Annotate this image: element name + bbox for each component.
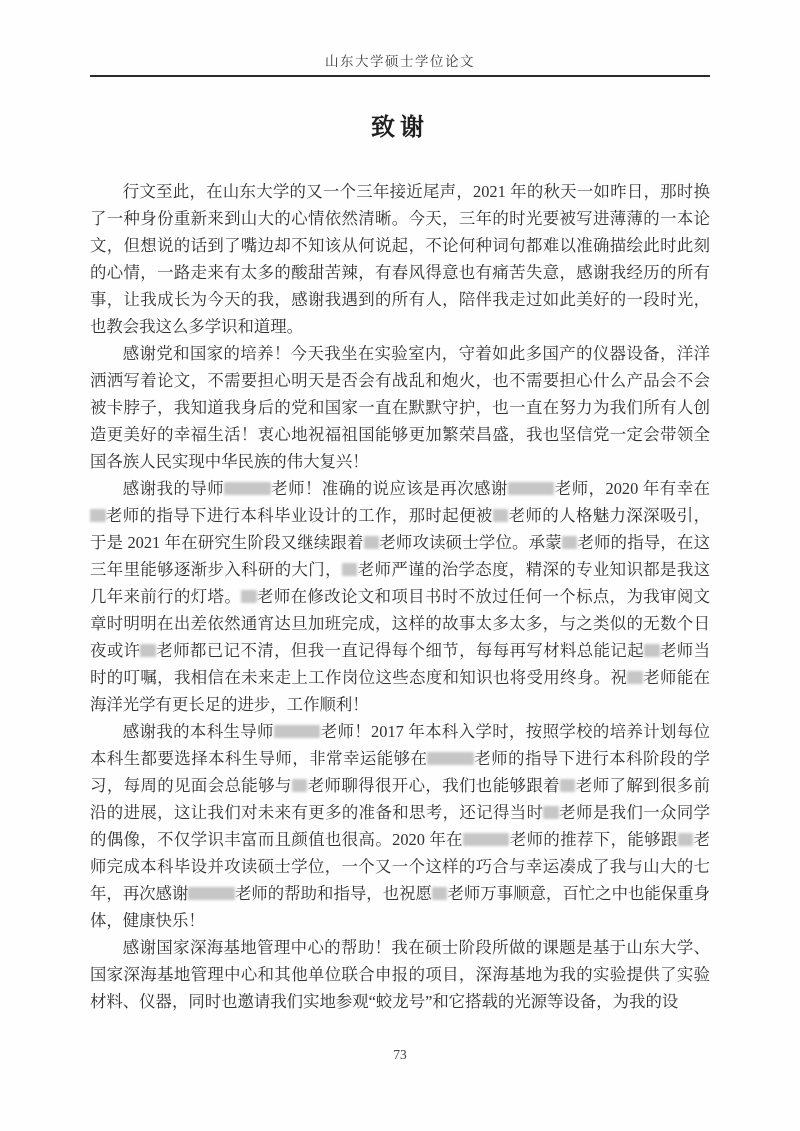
paragraph-text: 老师了解到很多前沿的进展，这让我们对未来有更多的准备和思考，还记得当时: [90, 776, 710, 822]
redacted-name: [427, 752, 474, 765]
paragraph-text: 老师都已记不清，但我一直记得每个细节，每每再写材料总能记起: [155, 641, 645, 660]
redacted-name: [90, 509, 106, 522]
paragraph-text: 老师的指导下进行本科毕业设计的工作，那时起便被: [105, 506, 493, 525]
page-header: [90, 50, 710, 77]
redacted-name: [432, 887, 448, 900]
paragraph-text: 感谢我的本科生导师: [122, 722, 274, 741]
header-rule: [90, 75, 710, 77]
paragraph: [90, 934, 710, 1015]
redacted-name: [274, 725, 321, 738]
redacted-name: [493, 509, 509, 522]
paragraph-text: 老师，2020 年有幸在: [554, 479, 710, 498]
paragraph-text: 感谢党和国家的培养！今天我坐在实验室内，守着如此多国产的仪器设备，洋洋洒洒写着论文，不需要担心明天是否会有战乱和炮火，也不需要担心什么产品会不会被卡脖子，我知道我身后的党和国家一直在默默守护，也一直在努力为我们所有人创造更美好的幸福生活！衷心地祝福祖国能够更加繁荣昌盛，我也坚信党一定会带领全国各族人民实现中华民族的伟大复兴！: [90, 344, 710, 471]
redacted-name: [224, 482, 271, 495]
paragraph-text: 老师的帮助和指导，也祝愿: [234, 884, 432, 903]
paragraph-text: 感谢国家深海基地管理中心的帮助！我在硕士阶段所做的课题是基于山东大学、国家深海基地管理中心和其他单位联合申报的项目，深海基地为我的实验提供了实验材料、仪器，同时也邀请我们实地参观“蛟龙号”和它搭载的光源等设备，为我的设: [90, 938, 710, 1011]
redacted-name: [644, 644, 660, 657]
paragraph-text: 老师是我们一众同学的偶像，不仅学识丰富而且颜值也很高。2020 年在: [90, 803, 710, 849]
page-title: 致谢: [371, 114, 429, 141]
header-text: 山东大学硕士学位论文: [325, 54, 475, 69]
paragraph-text: 老师完成本科毕设并攻读硕士学位，一个又一个这样的巧合与幸运凑成了我与山大的七年，再次感谢: [90, 830, 711, 903]
paragraph-text: 老师能在海洋光学有更长足的进步，工作顺利！: [90, 668, 711, 714]
paragraph-text: 感谢我的导师: [122, 479, 225, 498]
paragraph-text: 老师严谨的治学态度，精深的专业知识都是我这几年来前行的灯塔。: [90, 560, 710, 606]
redacted-name: [292, 779, 308, 792]
redacted-name: [508, 482, 555, 495]
redacted-name: [627, 671, 643, 684]
paragraph-text: 老师的人格魅力深深吸引，于是 2021 年在研究生阶段又继续跟着: [90, 506, 710, 552]
redacted-name: [364, 536, 380, 549]
paragraph-text: 老师万事顺意，百忙之中也能保重身体，健康快乐！: [90, 884, 711, 930]
redacted-name: [543, 806, 559, 819]
paragraph-text: 老师的推荐下，能够跟: [509, 830, 678, 849]
body-paragraphs: [90, 178, 710, 1015]
paragraph-text: 老师聊得很开心，我们也能够跟着: [307, 776, 560, 795]
paragraph-text: 老师在修改论文和项目书时不放过任何一个标点，为我审阅文章时明明在出差依然通宵达旦加班完成，这样的故事太多太多，与之类似的无数个日夜或许: [90, 587, 710, 660]
paragraph-text: 老师！2017 年本科入学时，按照学校的培养计划每位本科生都要选择本科生导师，非常幸运能够在: [90, 722, 710, 768]
redacted-name: [342, 563, 358, 576]
redacted-name: [140, 644, 156, 657]
redacted-name: [562, 536, 578, 549]
paragraph: [90, 340, 710, 475]
page-number: 73: [393, 1047, 407, 1062]
page-footer: [0, 1046, 800, 1064]
redacted-name: [678, 833, 694, 846]
paragraph: [90, 475, 710, 718]
paragraph-text: 老师攻读硕士学位。承蒙: [379, 533, 562, 552]
paragraph-text: 老师当时的叮嘱，我相信在未来走上工作岗位这些态度和知识也将受用终身。祝: [90, 641, 711, 687]
paragraph: [90, 178, 710, 340]
redacted-name: [188, 887, 235, 900]
paragraph-text: 老师！准确的说应该是再次感谢: [270, 479, 508, 498]
paragraph-text: 老师的指导，在这三年里能够逐渐步入科研的大门，: [90, 533, 711, 579]
redacted-name: [241, 590, 257, 603]
redacted-name: [560, 779, 576, 792]
paragraph-text: 行文至此，在山东大学的又一个三年接近尾声，2021 年的秋天一如昨日，那时换了一种身份重新来到山大的心情依然清晰。今天，三年的时光要被写进薄薄的一本论文，但想说的话到了嘴边却不知该从何说起，不论何种词句都难以准确描绘此时此刻的心情，一路走来有太多的酸甜苦辣，有春风得意也有痛苦失意，感谢我经历的所有事，让我成长为今天的我，感谢我遇到的所有人，陪伴我走过如此美好的一段时光，也教会我这么多学识和道理。: [90, 182, 710, 336]
paragraph: [90, 718, 710, 934]
paragraph-text: 老师的指导下进行本科阶段的学习，每周的见面会总能够与: [90, 749, 711, 795]
redacted-name: [463, 833, 510, 846]
